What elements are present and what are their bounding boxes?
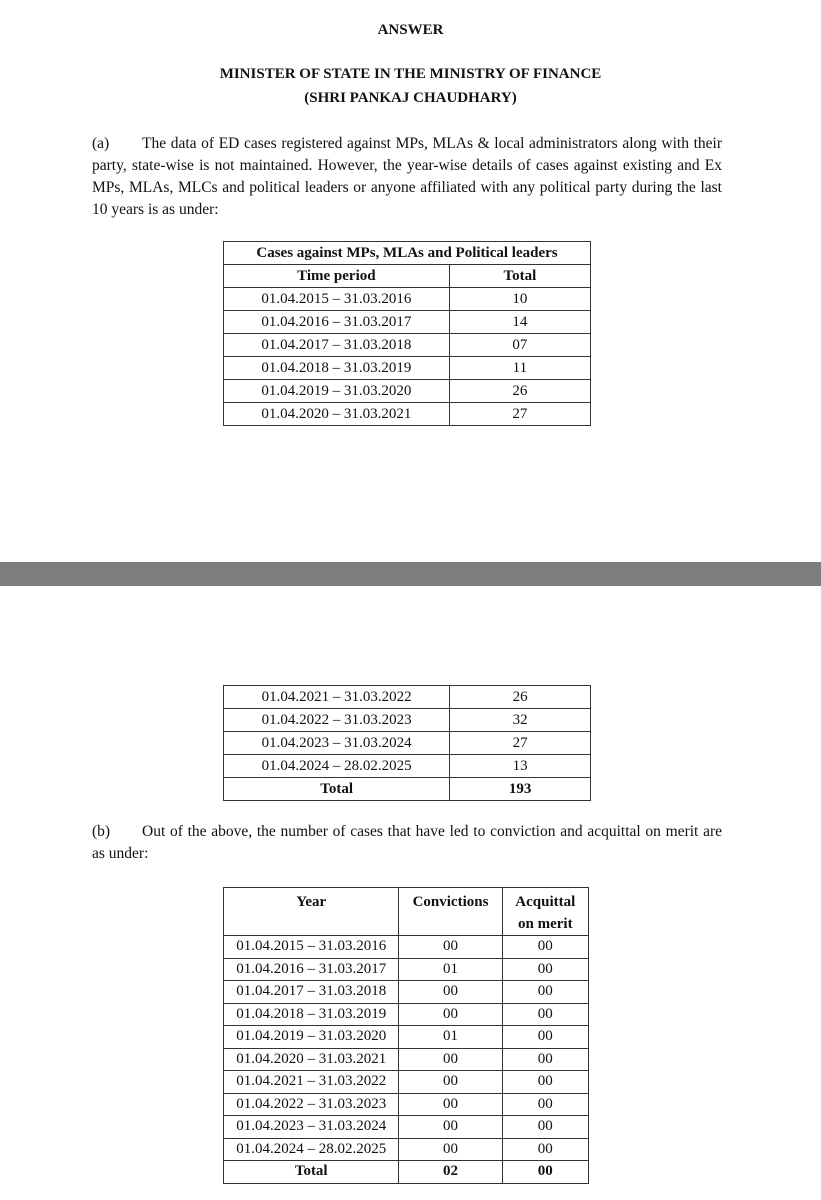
convictions-cell: 00	[399, 1116, 502, 1139]
table-row	[224, 958, 589, 981]
total-cell: 27	[450, 732, 591, 755]
part-a-paragraph	[92, 133, 722, 221]
cases-table-part2	[223, 685, 591, 801]
acquittal-cell: 00	[502, 981, 588, 1004]
col-header-total: Total	[449, 265, 590, 288]
acquittal-cell: 00	[502, 958, 588, 981]
part-b-paragraph	[92, 821, 722, 865]
page-separator	[0, 562, 821, 586]
total-cell: 27	[449, 403, 590, 426]
outcomes-table	[223, 887, 589, 1184]
minister-name: (SHRI PANKAJ CHAUDHARY)	[304, 90, 517, 106]
total-cell: 07	[449, 334, 590, 357]
table-row	[224, 755, 591, 778]
year-cell: 01.04.2016 – 31.03.2017	[224, 958, 399, 981]
acquittal-cell: 00	[502, 1048, 588, 1071]
year-cell: 01.04.2022 – 31.03.2023	[224, 1093, 399, 1116]
total-acquittal: 00	[502, 1161, 588, 1184]
table-row	[224, 686, 591, 709]
period-cell: 01.04.2015 – 31.03.2016	[224, 288, 450, 311]
period-cell: 01.04.2017 – 31.03.2018	[224, 334, 450, 357]
convictions-cell: 00	[399, 1048, 502, 1071]
year-cell: 01.04.2023 – 31.03.2024	[224, 1116, 399, 1139]
period-cell: 01.04.2019 – 31.03.2020	[224, 380, 450, 403]
period-cell: 01.04.2016 – 31.03.2017	[224, 311, 450, 334]
table-row	[224, 334, 591, 357]
convictions-cell: 01	[399, 1026, 502, 1049]
year-cell: 01.04.2015 – 31.03.2016	[224, 936, 399, 959]
col-header-year: Year	[224, 888, 399, 936]
acquittal-cell: 00	[502, 936, 588, 959]
convictions-cell: 00	[399, 1093, 502, 1116]
year-cell: 01.04.2021 – 31.03.2022	[224, 1071, 399, 1094]
period-cell: 01.04.2024 – 28.02.2025	[224, 755, 450, 778]
convictions-cell: 00	[399, 936, 502, 959]
table-row	[224, 380, 591, 403]
table-row	[224, 936, 589, 959]
convictions-cell: 00	[399, 981, 502, 1004]
acquittal-cell: 00	[502, 1071, 588, 1094]
table-row	[224, 1093, 589, 1116]
table-row	[224, 1048, 589, 1071]
acquittal-cell: 00	[502, 1116, 588, 1139]
col-header-acquittal: Acquittal on merit	[502, 888, 588, 936]
period-cell: 01.04.2023 – 31.03.2024	[224, 732, 450, 755]
total-value: 193	[450, 778, 591, 801]
table-row	[224, 981, 589, 1004]
year-cell: 01.04.2024 – 28.02.2025	[224, 1138, 399, 1161]
table-row	[224, 1003, 589, 1026]
table-row	[224, 311, 591, 334]
year-cell: 01.04.2020 – 31.03.2021	[224, 1048, 399, 1071]
part-b-text: Out of the above, the number of cases that have led to conviction and acquittal on merit are as under:	[92, 823, 722, 862]
total-cell: 26	[449, 380, 590, 403]
year-cell: 01.04.2017 – 31.03.2018	[224, 981, 399, 1004]
minister-title: MINISTER OF STATE IN THE MINISTRY OF FINANCE	[219, 66, 602, 82]
table-row	[224, 1071, 589, 1094]
year-cell: 01.04.2019 – 31.03.2020	[224, 1026, 399, 1049]
table-row	[224, 1116, 589, 1139]
period-cell: 01.04.2020 – 31.03.2021	[224, 403, 450, 426]
acquittal-cell: 00	[502, 1003, 588, 1026]
document-page-1	[0, 0, 821, 562]
total-label: Total	[224, 778, 450, 801]
acquittal-cell: 00	[502, 1093, 588, 1116]
total-row	[224, 1161, 589, 1184]
cases-table-title: Cases against MPs, MLAs and Political leaders	[224, 242, 591, 265]
total-cell: 14	[449, 311, 590, 334]
convictions-cell: 00	[399, 1138, 502, 1161]
period-cell: 01.04.2021 – 31.03.2022	[224, 686, 450, 709]
convictions-cell: 01	[399, 958, 502, 981]
total-cell: 13	[450, 755, 591, 778]
part-b-label: (b)	[92, 823, 111, 840]
table-row	[224, 1138, 589, 1161]
table-row	[224, 1026, 589, 1049]
col-header-time-period: Time period	[224, 265, 450, 288]
acquittal-cell: 00	[502, 1026, 588, 1049]
col-header-convictions: Convictions	[399, 888, 502, 936]
table-row	[224, 403, 591, 426]
total-cell: 26	[450, 686, 591, 709]
total-label: Total	[224, 1161, 399, 1184]
total-cell: 10	[449, 288, 590, 311]
convictions-cell: 00	[399, 1003, 502, 1026]
table-row	[224, 288, 591, 311]
period-cell: 01.04.2022 – 31.03.2023	[224, 709, 450, 732]
total-cell: 11	[449, 357, 590, 380]
total-cell: 32	[450, 709, 591, 732]
total-convictions: 02	[399, 1161, 502, 1184]
table-row	[224, 732, 591, 755]
part-a-label: (a)	[92, 135, 110, 152]
year-cell: 01.04.2018 – 31.03.2019	[224, 1003, 399, 1026]
convictions-cell: 00	[399, 1071, 502, 1094]
acquittal-cell: 00	[502, 1138, 588, 1161]
period-cell: 01.04.2018 – 31.03.2019	[224, 357, 450, 380]
table-row	[224, 709, 591, 732]
table-row	[224, 357, 591, 380]
total-row	[224, 778, 591, 801]
part-a-text: The data of ED cases registered against MPs, MLAs & local administrators along with their party, state-wise is not maintained. However, the year-wise details of cases against existing and Ex MPs, MLAs, MLCs and political leaders or anyone affiliated with any political party during the last 10 years is as under:	[92, 135, 722, 218]
cases-table-part1	[223, 241, 591, 426]
answer-heading: ANSWER	[377, 22, 444, 38]
